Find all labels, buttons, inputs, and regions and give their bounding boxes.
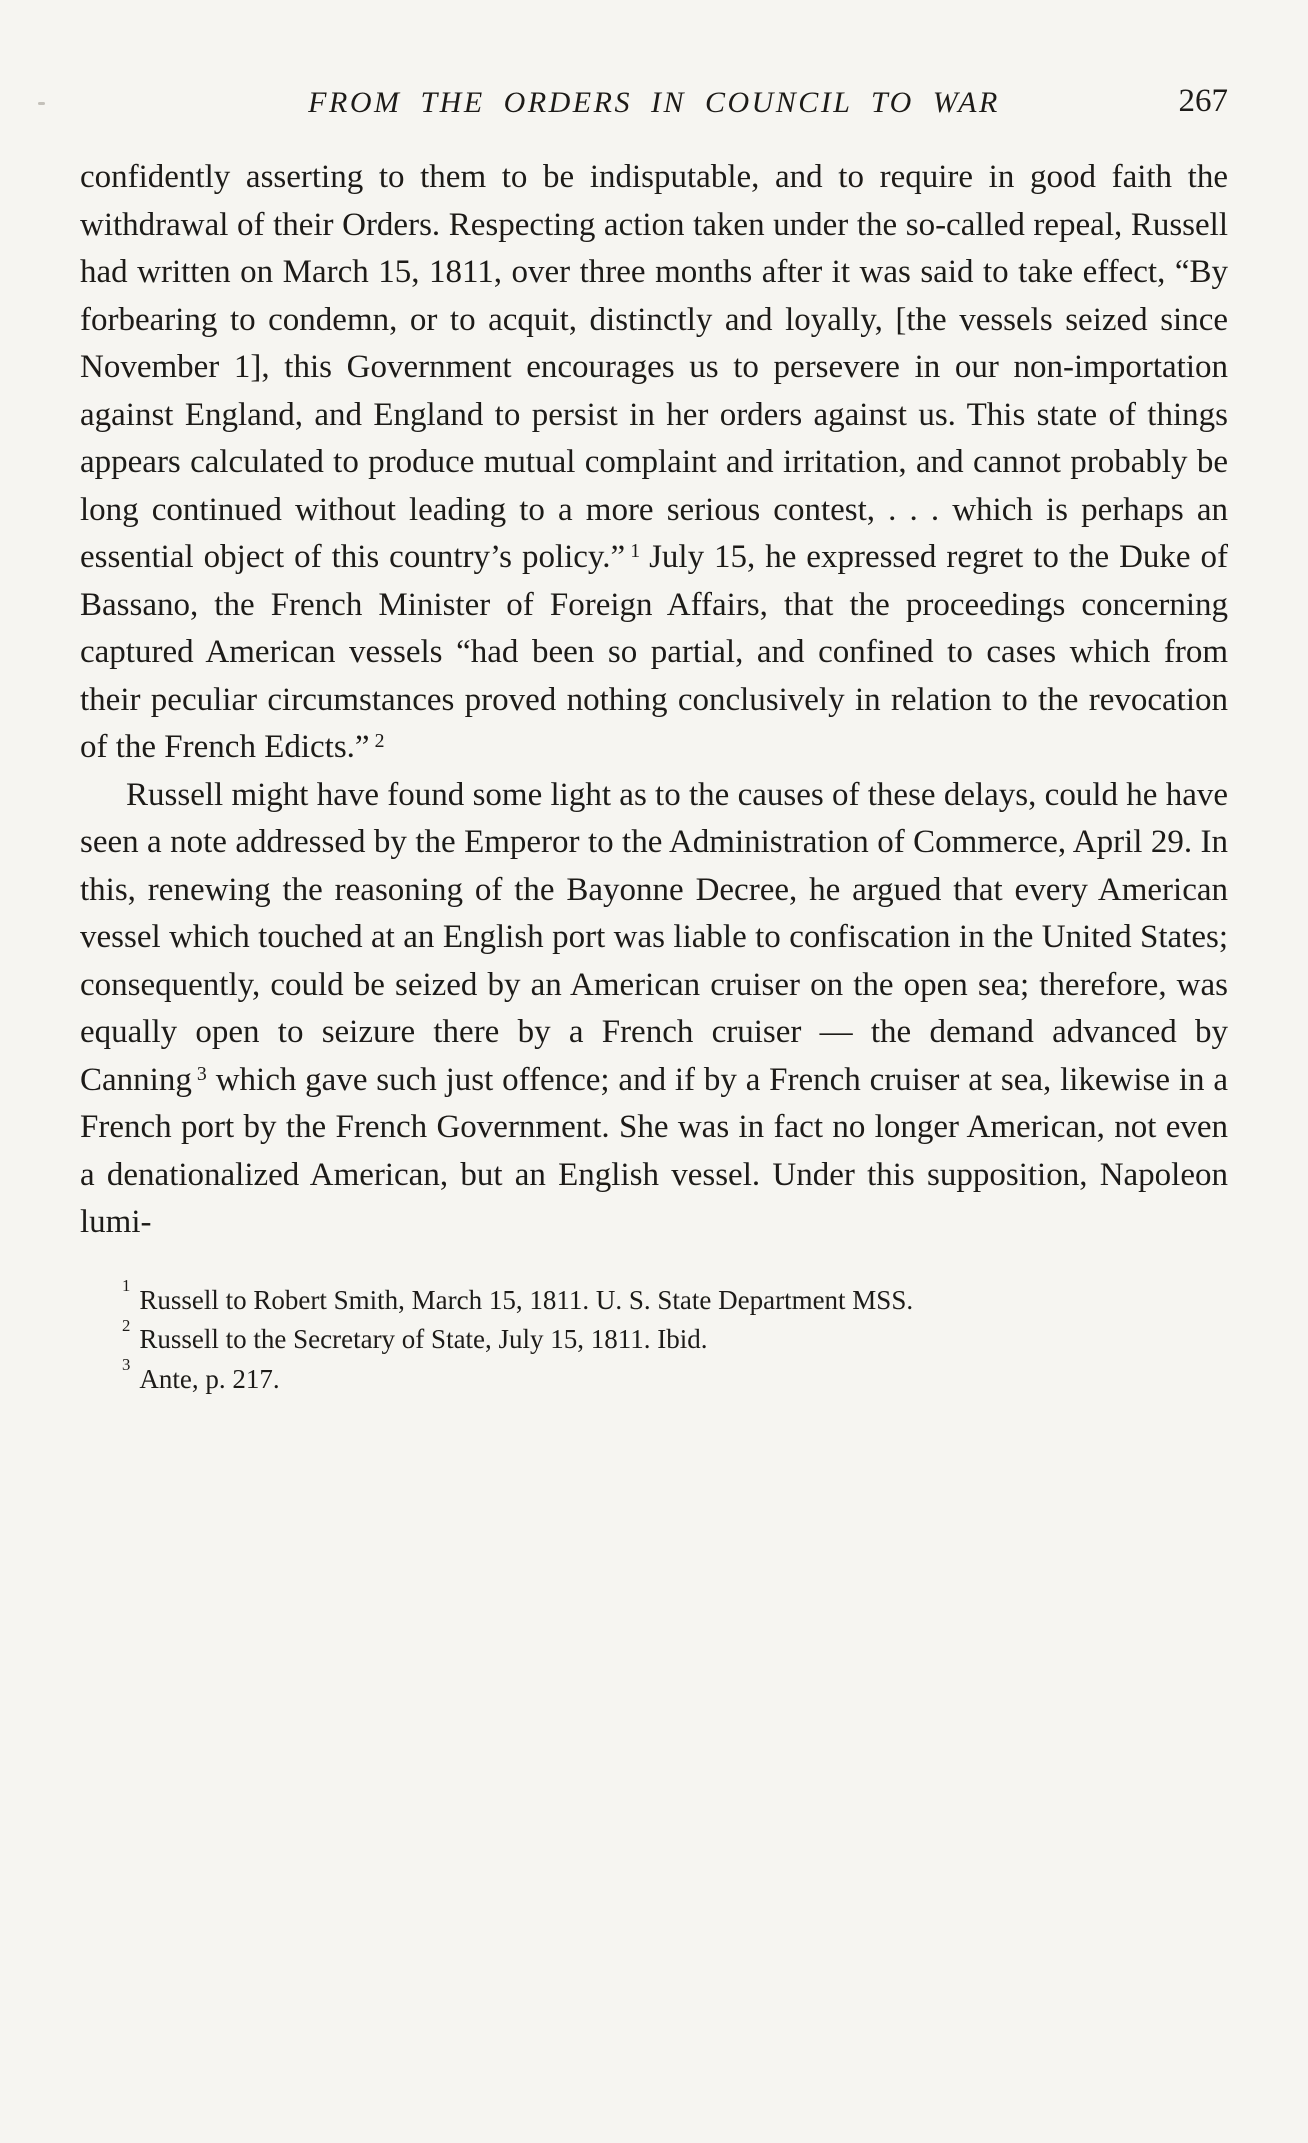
page-number: 267 <box>1178 83 1228 119</box>
page-header <box>80 83 1228 130</box>
paragraph-1 <box>80 154 1228 772</box>
footnote-1-marker: 1 <box>122 1276 131 1296</box>
footnote-ref-1: 1 <box>630 540 641 563</box>
footnote-2-text: Russell to the Secretary of State, July 15, 1811. Ibid. <box>139 1324 708 1355</box>
footnote-ref-3: 3 <box>196 1062 207 1085</box>
paragraph-1-text-a: confidently asserting to them to be indisputable, and to require in good faith the withdrawal of their Orders. Respecting action taken under the so-called repeal, Russell had written on March 15, 1811, over three months after it was said to take effect, “By forbearing to condemn, or to acquit, distinctly and loyally, [the vessels seized since November 1], this Government encourages us to persevere in our non-importation against England, and England to persist in her orders against us. This state of things appears calculated to produce mutual complaint and irritation, and cannot probably be long continued without leading to a more serious contest, . . . which is perhaps an essential object of this country’s policy.” <box>80 159 1228 576</box>
footnote-1 <box>80 1276 1228 1320</box>
footnote-3-marker: 3 <box>122 1355 131 1375</box>
footnote-2-marker: 2 <box>122 1315 131 1335</box>
page-body <box>80 154 1228 1247</box>
footnote-1-text: Russell to Robert Smith, March 15, 1811. U. S. State Department MSS. <box>139 1284 914 1315</box>
paragraph-1-text-b: July 15, he expressed regret to the Duke of Bassano, the French Minister of Foreign Affairs, that the proceedings concerning captured American vessels “had been so partial, and confined to cases which from their peculiar circumstances proved nothing conclusively in relation to the revocation of the French Edicts.” <box>80 539 1229 766</box>
footnote-3 <box>80 1355 1228 1399</box>
running-title: FROM THE ORDERS IN COUNCIL TO WAR <box>308 86 1000 119</box>
scan-artifact <box>38 102 45 105</box>
paragraph-2-text-b: which gave such just offence; and if by a French cruiser at sea, likewise in a French port by the French Government. She was in fact no longer American, not even a denationalized American, but an English vessel. Under this supposition, Napoleon lumi- <box>80 1061 1228 1241</box>
paragraph-2 <box>80 772 1228 1247</box>
footnote-2 <box>80 1315 1228 1359</box>
paragraph-2-text-a: Russell might have found some light as to the causes of these delays, could he have seen a note addressed by the Emperor to the Administration of Commerce, April 29. In this, renewing the reasoning of the Bayonne Decree, he argued that every American vessel which touched at an English port was liable to confiscation in the United States; consequently, could be seized by an American cruiser on the open sea; therefore, was equally open to seizure there by a French cruiser — the demand advanced by Canning <box>80 776 1228 1098</box>
footnote-3-text: Ante, p. 217. <box>139 1363 280 1394</box>
footnotes-section <box>80 1276 1228 1399</box>
footnote-ref-2: 2 <box>374 730 385 753</box>
